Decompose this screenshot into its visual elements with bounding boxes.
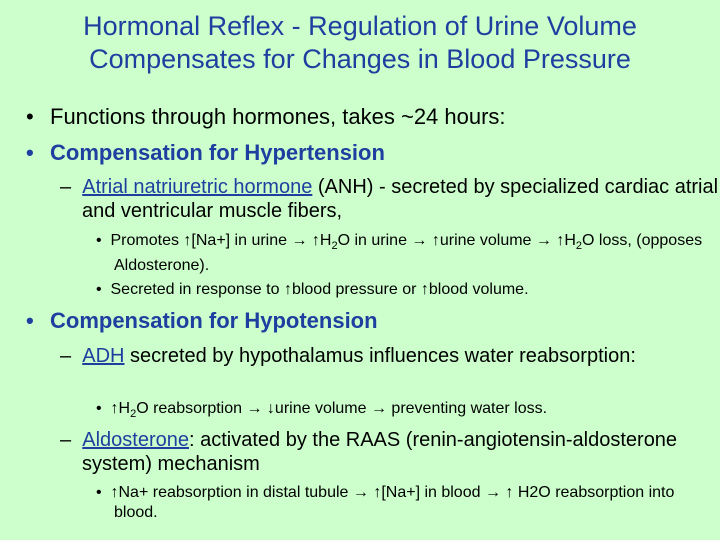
anh-point-1: • Promotes ↑[Na+] in urine → $↑H_2O$ in urine → ↑urine volume → $↑H_2O$ loss, (opposes Aldosterone). [96,232,703,275]
adh-item: – ADH secreted by hypothalamus influences water reabsorption: [60,345,636,367]
bullet-hypertension: • Compensation for Hypertension [26,140,385,165]
bullet-functions: • Functions through hormones, takes ~24 hours: [26,104,506,129]
slide-title [0,10,720,76]
arrow-icon: → [484,484,501,501]
aldosterone-item: – Aldosterone: activated by the RAAS (renin-angiotensin-aldosterone system) mechanism [60,429,678,475]
anh-item: – Atrial natriuretric hormone (ANH) - secreted by specialized cardiac atrial and ventricular muscle fibers, [60,176,719,222]
bullet-icon: • [96,281,102,298]
arrow-icon: → [535,232,552,249]
bullet-icon: • [96,400,102,417]
arrow-icon: → [370,400,387,417]
title-line-1: Hormonal Reflex - Regulation of Urine Volume [83,11,637,41]
arrow-icon: → [411,232,428,249]
bullet-icon: • [96,484,102,501]
anh-link[interactable]: Atrial natriuretric hormone [82,176,313,198]
anh-point-2: • Secreted in response to ↑blood pressure or ↑blood volume. [96,281,529,298]
adh-point-1: • $↑H_2O$ reabsorption → ↓urine volume → preventing water loss. [96,400,548,421]
bullet-icon: • [26,308,34,333]
aldosterone-link[interactable]: Aldosterone [82,429,189,451]
bullet-icon: • [26,104,34,129]
arrow-icon: → [246,400,263,417]
arrow-icon: → [352,484,369,501]
bullet-icon: • [96,232,102,249]
title-line-2: Compensates for Changes in Blood Pressure [89,44,631,74]
dash-icon: – [60,429,72,451]
dash-icon: – [60,176,72,198]
bullet-hypotension: • Compensation for Hypotension [26,308,378,333]
arrow-icon: → [291,232,308,249]
dash-icon: – [60,345,72,367]
aldosterone-point-1: • ↑Na+ reabsorption in distal tubule → ↑[Na+] in blood → ↑ H2O reabsorption into blood. [96,484,675,521]
bullet-icon: • [26,140,34,165]
adh-link[interactable]: ADH [82,345,125,367]
